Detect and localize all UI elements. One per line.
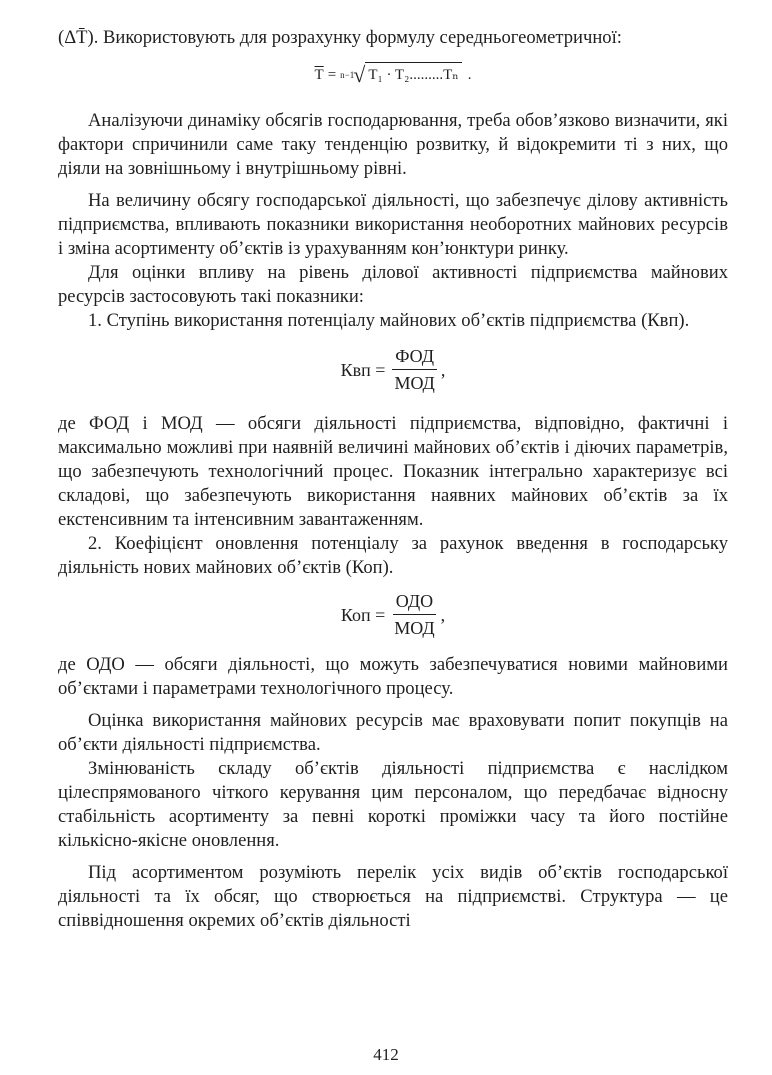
formula-3-denominator: МОД	[394, 618, 435, 638]
paragraph-3: На величину обсягу господарської діяльності, що забезпечує ділову активність підприємства, впливають показники використання необоротних майнових ресурсів і зміна асортименту об’єктів із урахуванням кон’юнктури ринку.	[58, 190, 728, 259]
page-number: 412	[373, 1045, 399, 1064]
formula-3-tail: ,	[440, 604, 446, 625]
paragraph-1: (ΔT̄). Використовують для розрахунку формулу середньогеометричної:	[58, 27, 622, 48]
formula-3-fraction	[391, 590, 437, 639]
formula-2-fraction	[391, 345, 437, 394]
formula-3-lhs: Коп =	[340, 604, 386, 625]
formula-kop	[58, 590, 728, 639]
formula-2-denominator: МОД	[394, 373, 435, 393]
radical-sign-icon: √	[353, 61, 366, 87]
paragraph-6: де ФОД і МОД — обсяги діяльності підприємства, відповідно, фактичні і максимально можливі при наявній величині майнових об’єктів і діючих параметрів, що забезпечують технологічний процес. Показник інтегрально характеризує всі складові, що забезпечують використання наявних майнових об’єктів за їх екстенсивним та інтенсивним завантаженням.	[58, 413, 728, 530]
paragraph-8: де ОДО — обсяги діяльності, що можуть забезпечуватися новими майновими об’єктами і параметрами технологічного процесу.	[58, 654, 728, 699]
page-body	[58, 26, 728, 933]
paragraph-7: 2. Коефіцієнт оновлення потенціалу за рахунок введення в господарську діяльність нових майнових об’єктів (Коп).	[58, 533, 728, 578]
formula-geometric-mean	[58, 62, 728, 87]
formula-1-lhs: $\overline{T}$	[314, 66, 324, 83]
formula-1-equals: =	[327, 66, 337, 83]
formula-2-numerator: ФОД	[392, 345, 437, 370]
paragraph-5: 1. Ступінь використання потенціалу майнових об’єктів підприємства (Квп).	[88, 310, 690, 331]
formula-1-root-index: n−1	[340, 69, 355, 80]
paragraph-9: Оцінка використання майнових ресурсів має враховувати попит покупців на об’єкти діяльності підприємства.	[58, 710, 728, 755]
paragraph-10: Змінюваність складу об’єктів діяльності підприємства є наслідком цілеспрямованого чіткого керування цим персоналом, що передбачає відносну стабільність асортименту за певні короткі проміжки часу та його постійне кількісно-якісне оновлення.	[58, 758, 728, 851]
formula-3-numerator: ОДО	[393, 590, 436, 615]
paragraph-2: Аналізуючи динаміку обсягів господарювання, треба обов’язково визначити, які фактори спричинили саме таку тенденцію розвитку, й відокремити ті з них, що діяли на зовнішньому і внутрішньому рівні.	[58, 110, 728, 179]
formula-1-tail: .	[467, 66, 472, 83]
formula-2-lhs: Квп =	[340, 359, 386, 380]
paragraph-4: Для оцінки впливу на рівень ділової активності підприємства майнових ресурсів застосовують такі показники:	[58, 262, 728, 307]
formula-2-tail: ,	[440, 359, 446, 380]
formula-1-radicand: T₁ · T₂.........Tₙ	[365, 62, 461, 87]
paragraph-11: Під асортиментом розуміють перелік усіх видів об’єктів господарської діяльності та їх обсяг, що створюється на підприємстві. Структура — це співвідношення окремих об’єктів діяльності	[58, 862, 728, 931]
formula-kvp	[58, 345, 728, 394]
